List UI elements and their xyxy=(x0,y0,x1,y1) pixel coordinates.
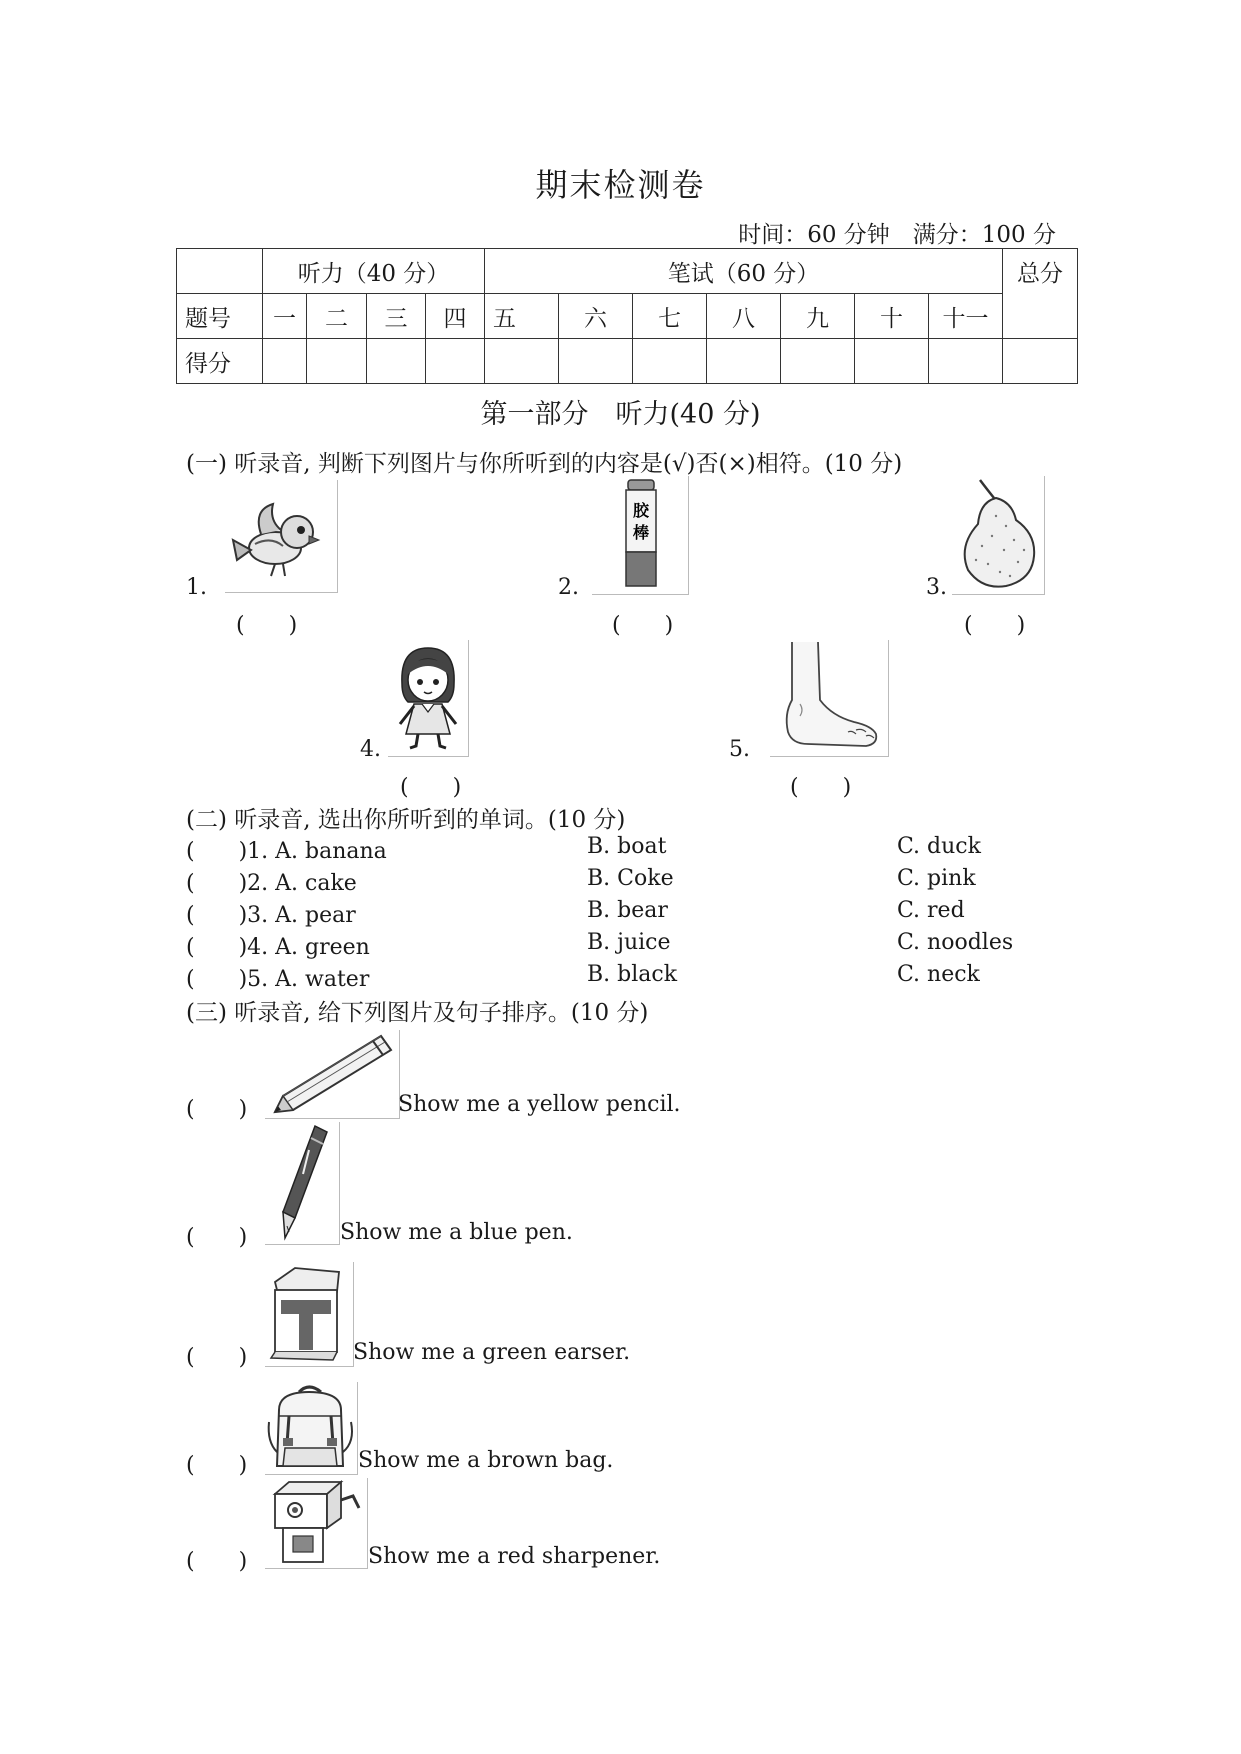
glue-stick-icon xyxy=(592,476,689,595)
listening-header: 听力（40 分） xyxy=(263,249,485,294)
order-blank[interactable]: ( ) xyxy=(186,1345,248,1370)
item-number: 4. xyxy=(360,737,381,762)
order-blank[interactable]: ( ) xyxy=(186,1225,248,1250)
choice-option-b[interactable]: B. bear xyxy=(587,898,668,923)
score-label: 得分 xyxy=(177,339,263,384)
score-cell[interactable] xyxy=(485,339,559,384)
item-number: 1. xyxy=(186,575,207,600)
col-7: 七 xyxy=(633,294,707,339)
score-cell[interactable] xyxy=(633,339,707,384)
sharpener-icon xyxy=(265,1478,368,1569)
score-table-corner xyxy=(177,249,263,294)
glue-label-top: 胶 xyxy=(632,501,650,520)
score-cell[interactable] xyxy=(707,339,781,384)
pen-icon xyxy=(265,1122,340,1245)
total-header: 总分 xyxy=(1003,249,1078,339)
eraser-icon xyxy=(265,1262,354,1367)
score-table-header-row xyxy=(177,249,1078,294)
page-title: 期末检测卷 xyxy=(535,166,706,204)
order-sentence: Show me a blue pen. xyxy=(340,1220,573,1245)
score-cell[interactable] xyxy=(307,339,367,384)
choice-option-c[interactable]: C. neck xyxy=(897,962,980,987)
order-blank[interactable]: ( ) xyxy=(186,1549,248,1574)
choice-row-lead[interactable]: ( )5. A. water xyxy=(186,967,370,992)
order-sentence: Show me a green earser. xyxy=(353,1340,631,1365)
choice-option-c[interactable]: C. noodles xyxy=(897,930,1014,955)
order-sentence: Show me a yellow pencil. xyxy=(398,1092,681,1117)
question-number-label: 题号 xyxy=(177,294,263,339)
bird-icon xyxy=(225,480,338,593)
part1-title: 第一部分 听力(40 分) xyxy=(480,399,761,430)
col-6: 六 xyxy=(559,294,633,339)
order-blank[interactable]: ( ) xyxy=(186,1097,248,1122)
col-2: 二 xyxy=(307,294,367,339)
choice-option-c[interactable]: C. pink xyxy=(897,866,976,891)
answer-blank[interactable]: ( ) xyxy=(790,775,852,800)
score-cell[interactable] xyxy=(781,339,855,384)
section3-instruction: (三) 听录音, 给下列图片及句子排序。(10 分) xyxy=(186,1000,649,1026)
col-8: 八 xyxy=(707,294,781,339)
choice-row-lead[interactable]: ( )1. A. banana xyxy=(186,839,387,864)
answer-blank[interactable]: ( ) xyxy=(964,613,1026,638)
col-4: 四 xyxy=(426,294,485,339)
col-5: 五 xyxy=(485,294,559,339)
choice-row-lead[interactable]: ( )3. A. pear xyxy=(186,903,356,928)
order-sentence: Show me a red sharpener. xyxy=(368,1544,661,1569)
score-cell[interactable] xyxy=(426,339,485,384)
order-blank[interactable]: ( ) xyxy=(186,1453,248,1478)
col-9: 九 xyxy=(781,294,855,339)
foot-icon xyxy=(770,640,889,757)
item-number: 5. xyxy=(729,737,750,762)
answer-blank[interactable]: ( ) xyxy=(400,775,462,800)
written-header: 笔试（60 分） xyxy=(485,249,1003,294)
score-row xyxy=(177,339,1078,384)
section2-instruction: (二) 听录音, 选出你所听到的单词。(10 分) xyxy=(186,807,626,833)
col-10: 十 xyxy=(855,294,929,339)
bag-icon xyxy=(265,1382,358,1475)
choice-option-c[interactable]: C. red xyxy=(897,898,965,923)
score-cell[interactable] xyxy=(367,339,426,384)
choice-row-lead[interactable]: ( )4. A. green xyxy=(186,935,370,960)
score-cell[interactable] xyxy=(559,339,633,384)
item-number: 3. xyxy=(926,575,947,600)
score-cell[interactable] xyxy=(855,339,929,384)
choice-option-b[interactable]: B. juice xyxy=(587,930,671,955)
choice-option-b[interactable]: B. boat xyxy=(587,834,667,859)
choice-option-c[interactable]: C. duck xyxy=(897,834,981,859)
choice-row-lead[interactable]: ( )2. A. cake xyxy=(186,871,357,896)
score-cell[interactable] xyxy=(263,339,307,384)
girl-doll-icon xyxy=(388,640,469,757)
col-1: 一 xyxy=(263,294,307,339)
pear-icon xyxy=(952,476,1045,595)
glue-label-bottom: 棒 xyxy=(632,523,650,542)
order-sentence: Show me a brown bag. xyxy=(358,1448,614,1473)
total-score-cell[interactable] xyxy=(1003,339,1078,384)
choice-option-b[interactable]: B. black xyxy=(587,962,678,987)
score-cell[interactable] xyxy=(929,339,1003,384)
answer-blank[interactable]: ( ) xyxy=(612,613,674,638)
score-table xyxy=(176,248,1078,384)
question-number-row xyxy=(177,294,1078,339)
col-11: 十一 xyxy=(929,294,1003,339)
time-info: 时间：60 分钟 满分：100 分 xyxy=(738,222,1056,248)
answer-blank[interactable]: ( ) xyxy=(236,613,298,638)
pencil-icon xyxy=(265,1030,400,1119)
col-3: 三 xyxy=(367,294,426,339)
item-number: 2. xyxy=(558,575,579,600)
section1-instruction: (一) 听录音, 判断下列图片与你所听到的内容是(√)否(×)相符。(10 分) xyxy=(186,451,903,477)
choice-option-b[interactable]: B. Coke xyxy=(587,866,674,891)
